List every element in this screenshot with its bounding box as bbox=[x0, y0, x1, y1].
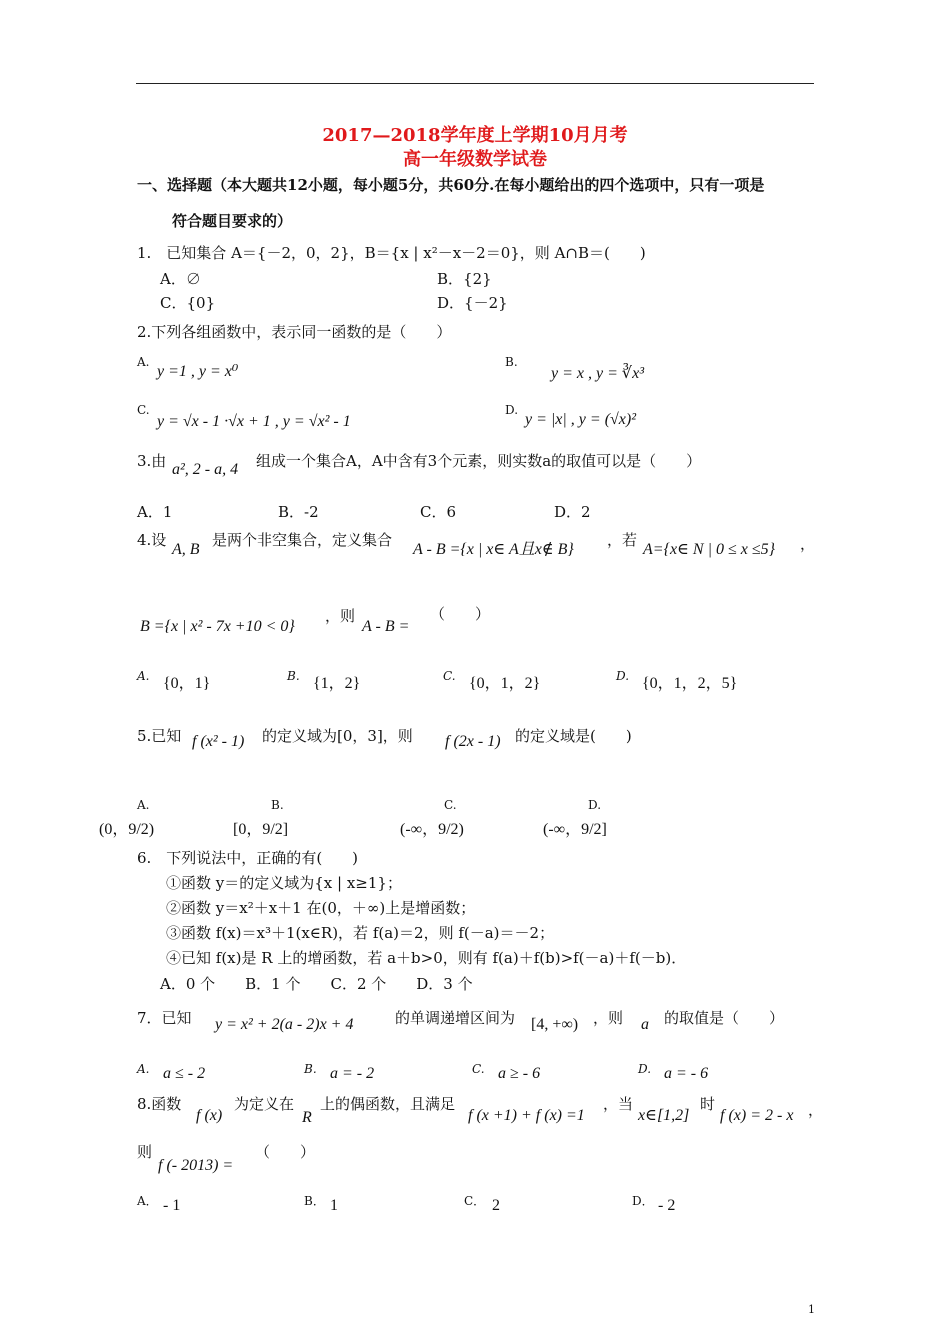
q2-option-a-label: A. bbox=[137, 355, 150, 369]
q5-option-c: (-∞，9/2) bbox=[400, 821, 464, 838]
q8-option-a: - 1 bbox=[163, 1197, 181, 1214]
q8-comma: ， bbox=[808, 1101, 824, 1119]
q4-ze: ，则 bbox=[325, 607, 356, 625]
q4-set-b: B ={x | x² - 7x +10 < 0} bbox=[140, 618, 295, 635]
q2-option-d-label: D. bbox=[505, 403, 519, 417]
q4-definition: A - B ={x | x∈ A且x∉ B} bbox=[413, 541, 574, 558]
q6-options: A．0 个 B．1 个 C．2 个 D．3 个 bbox=[160, 975, 473, 993]
q8-stem-middle-2: 上的偶函数，且满足 bbox=[320, 1095, 456, 1113]
q5-option-d: (-∞，9/2] bbox=[543, 821, 607, 838]
q5-option-b-label: B. bbox=[271, 798, 284, 812]
q1-option-b: B．{2} bbox=[437, 270, 492, 288]
section-heading-cont: 符合题目要求的） bbox=[172, 212, 293, 230]
q2-option-a: y =1 , y = x⁰ bbox=[157, 363, 239, 380]
q8-option-b: 1 bbox=[330, 1197, 338, 1214]
q7-interval: [4, +∞) bbox=[531, 1016, 579, 1033]
q6-statement-2: ②函数 y＝x²＋x＋1 在(0，＋∞)上是增函数； bbox=[166, 899, 476, 917]
q7-ze: ，则 bbox=[593, 1009, 624, 1027]
q7-option-b: a = - 2 bbox=[330, 1065, 375, 1082]
q4-set-a: A={x∈ N | 0 ≤ x ≤5} bbox=[643, 541, 776, 558]
q8-option-d: - 2 bbox=[658, 1197, 676, 1214]
q5-option-a-label: A. bbox=[137, 798, 150, 812]
q4-option-c-label: C. bbox=[443, 669, 456, 683]
q8-shi: 时 bbox=[700, 1095, 716, 1113]
q7-option-b-label: B. bbox=[304, 1062, 317, 1076]
q8-ze: 则 bbox=[137, 1143, 153, 1161]
q8-dang: ，当 bbox=[603, 1095, 634, 1113]
q8-stem-prefix: 8.函数 bbox=[137, 1095, 182, 1113]
q8-rule: f (x) = 2 - x bbox=[720, 1107, 794, 1124]
exam-title: 2017—2018学年度上学期10月月考 bbox=[322, 125, 628, 146]
q4-option-c: {0，1，2} bbox=[469, 675, 541, 692]
q1-option-c: C．{0} bbox=[160, 294, 216, 312]
q8-option-d-label: D． bbox=[632, 1194, 654, 1208]
q6-statement-1: ①函数 y＝的定义域为{x | x≥1}； bbox=[166, 874, 402, 892]
q7-stem-middle: 的单调递增区间为 bbox=[395, 1009, 516, 1027]
q7-option-d-label: D. bbox=[638, 1062, 652, 1076]
q2-option-c-label: C. bbox=[137, 403, 150, 417]
q8-function: f (x) bbox=[196, 1107, 223, 1124]
q8-equation: f (x +1) + f (x) =1 bbox=[468, 1107, 585, 1124]
page-number: 1 bbox=[808, 1303, 815, 1316]
q2-option-d: y = |x| , y = (√x)² bbox=[525, 411, 637, 428]
q5-function-1: f (x² - 1) bbox=[192, 733, 245, 750]
q4-stem-middle: 是两个非空集合，定义集合 bbox=[212, 531, 393, 549]
q2-stem: 2.下列各组函数中，表示同一函数的是（ ） bbox=[137, 323, 452, 341]
q4-ruo: ，若 bbox=[607, 531, 638, 549]
q5-option-b: [0，9/2] bbox=[233, 821, 289, 838]
q5-option-a: (0，9/2) bbox=[99, 821, 155, 838]
q7-stem-suffix: 的取值是（ ） bbox=[664, 1009, 785, 1027]
q1-option-d: D．{－2} bbox=[437, 294, 508, 312]
q4-option-a-label: A. bbox=[137, 669, 150, 683]
q8-interval: x∈[1,2] bbox=[638, 1107, 690, 1124]
q3-option-d: D．2 bbox=[554, 503, 591, 521]
q8-ask: f (- 2013) = bbox=[158, 1157, 234, 1174]
q4-stem-prefix: 4.设 bbox=[137, 531, 167, 549]
q4-option-b: {1，2} bbox=[313, 675, 361, 692]
q5-stem-prefix: 5.已知 bbox=[137, 727, 182, 745]
q2-option-b-label: B. bbox=[505, 355, 518, 369]
q7-function: y = x² + 2(a - 2)x + 4 bbox=[215, 1016, 354, 1033]
q4-answer-paren: （ ） bbox=[430, 605, 491, 623]
q3-option-b: B．-2 bbox=[278, 503, 319, 521]
q4-comma: ， bbox=[800, 535, 816, 553]
q7-option-a: a ≤ - 2 bbox=[163, 1065, 206, 1082]
q5-stem-middle: 的定义域为[0，3]，则 bbox=[262, 727, 413, 745]
q8-option-c-label: C． bbox=[464, 1194, 486, 1208]
q4-option-d-label: D. bbox=[616, 669, 630, 683]
q2-option-c: y = √x - 1 ·√x + 1 , y = √x² - 1 bbox=[157, 413, 351, 430]
q5-option-c-label: C. bbox=[444, 798, 457, 812]
q7-option-d: a = - 6 bbox=[664, 1065, 709, 1082]
q8-option-a-label: A． bbox=[137, 1194, 158, 1208]
q7-option-c: a ≥ - 6 bbox=[498, 1065, 541, 1082]
q7-variable: a bbox=[641, 1016, 649, 1033]
q5-option-d-label: D. bbox=[588, 798, 602, 812]
q8-stem-middle-1: 为定义在 bbox=[234, 1095, 295, 1113]
q7-option-a-label: A. bbox=[137, 1062, 150, 1076]
q3-stem-suffix: 组成一个集合A，A中含有3个元素，则实数a的取值可以是（ ） bbox=[256, 452, 702, 470]
q4-option-b-label: B. bbox=[287, 669, 300, 683]
header-rule bbox=[136, 83, 814, 84]
q4-option-a: {0，1} bbox=[163, 675, 211, 692]
q8-domain-R: R bbox=[302, 1109, 312, 1126]
q8-option-c: 2 bbox=[492, 1197, 500, 1214]
q5-function-2: f (2x - 1) bbox=[445, 733, 501, 750]
q3-option-c: C．6 bbox=[420, 503, 457, 521]
q6-statement-3: ③函数 f(x)＝x³＋1(x∈R)，若 f(a)＝2，则 f(－a)＝－2； bbox=[166, 924, 555, 942]
q3-stem-prefix: 3.由 bbox=[137, 452, 167, 470]
q1-stem: 1. 已知集合 A＝{－2，0，2}，B＝{x | x²－x－2＝0}，则 A∩B＝( ) bbox=[137, 244, 646, 262]
q6-statement-4: ④已知 f(x)是 R 上的增函数，若 a＋b>0，则有 f(a)＋f(b)>f(－a)＋f(－b)． bbox=[166, 949, 687, 967]
q5-stem-suffix: 的定义域是( ) bbox=[515, 727, 632, 745]
q7-option-c-label: C. bbox=[472, 1062, 485, 1076]
q6-stem: 6. 下列说法中，正确的有( ) bbox=[137, 849, 359, 867]
q3-stem-math: a², 2 - a, 4 bbox=[172, 461, 239, 478]
q3-option-a: A．1 bbox=[137, 503, 173, 521]
q8-option-b-label: B． bbox=[304, 1194, 325, 1208]
q7-stem-prefix: 7．已知 bbox=[137, 1009, 192, 1027]
q4-stem-sets: A, B bbox=[172, 541, 200, 558]
q2-option-b: y = x , y = ∛x³ bbox=[551, 365, 644, 382]
exam-subtitle: 高一年级数学试卷 bbox=[403, 149, 547, 170]
section-heading: 一、选择题（本大题共12小题，每小题5分，共60分.在每小题给出的四个选项中，只有一项是 bbox=[137, 176, 765, 194]
q4-expression: A - B = bbox=[362, 618, 410, 635]
q1-option-a: A．∅ bbox=[160, 270, 201, 288]
q4-option-d: {0，1，2，5} bbox=[642, 675, 738, 692]
q8-answer-paren: （ ） bbox=[255, 1143, 316, 1161]
